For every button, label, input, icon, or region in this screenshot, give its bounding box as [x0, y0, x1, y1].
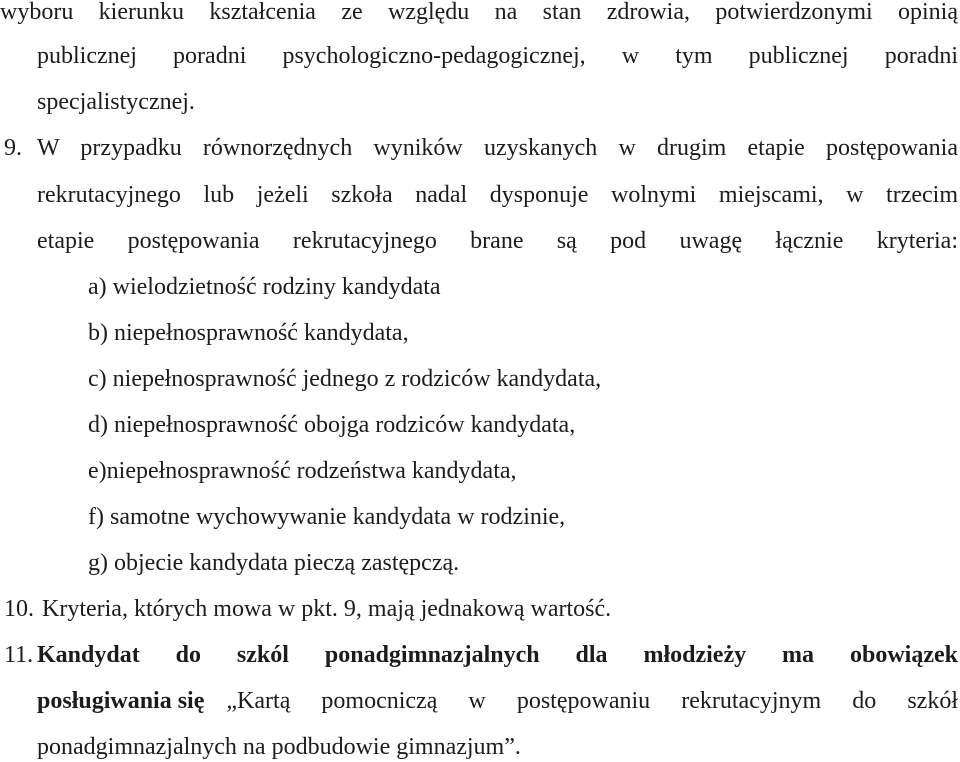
criterion-letter: g) [88, 550, 108, 576]
criterion-text: niepełnosprawność rodzeństwa kandydata, [106, 458, 517, 484]
criterion-b [88, 318, 409, 348]
item-11-number: 11. [4, 642, 34, 668]
criterion-letter: f) [88, 504, 104, 530]
intro-line-1: wyboru kierunku kształcenia ze względu na stan zdrowia, potwierdzonymi opinią [0, 0, 958, 25]
item-9-number: 9. [4, 135, 22, 161]
item-11-line-2-bold: posługiwania się [37, 688, 205, 714]
criterion-text: niepełnosprawność obojga rodziców kandydata, [114, 412, 576, 438]
intro-line-3: specjalistycznej. [37, 89, 195, 115]
criterion-d [88, 410, 575, 440]
item-9-line-1: W przypadku równorzędnych wyników uzyskanych w drugim etapie postępowania [37, 135, 958, 161]
criterion-c [88, 364, 601, 394]
criterion-f [88, 502, 565, 532]
criterion-e [88, 456, 517, 486]
item-11-line-3: ponadgimnazjalnych na podbudowie gimnazjum”. [37, 734, 521, 760]
criterion-letter: d) [88, 412, 108, 438]
item-11-line-1: Kandydat do szkól ponadgimnazjalnych dla młodzieży ma obowiązek [37, 642, 958, 668]
item-10-text: Kryteria, których mowa w pkt. 9, mają jednakową wartość. [42, 596, 612, 622]
criterion-letter: a) [88, 274, 107, 300]
item-9-line-3: etapie postępowania rekrutacyjnego brane są pod uwagę łącznie kryteria: [37, 228, 958, 254]
criterion-text: samotne wychowywanie kandydata w rodzinie, [109, 504, 566, 530]
criterion-g [88, 548, 459, 578]
item-11-line-2-rest: „Kartą pomocniczą w postępowaniu rekrutacyjnym do szkół [226, 688, 958, 714]
criterion-text: wielodzietność rodziny kandydata [112, 274, 441, 300]
item-9-line-2: rekrutacyjnego lub jeżeli szkoła nadal dysponuje wolnymi miejscami, w trzecim [37, 182, 958, 208]
intro-line-2: publicznej poradni psychologiczno-pedagogicznej, w tym publicznej poradni [37, 43, 958, 69]
criterion-letter: b) [88, 320, 108, 346]
item-11-line-2 [37, 686, 958, 716]
criterion-letter: e) [88, 458, 107, 484]
criterion-text: niepełnosprawność kandydata, [114, 320, 409, 346]
criterion-letter: c) [88, 366, 107, 392]
criterion-text: objecie kandydata pieczą zastępczą. [114, 550, 460, 576]
criterion-a [88, 272, 441, 302]
item-10-number: 10. [4, 596, 34, 622]
criterion-text: niepełnosprawność jednego z rodziców kandydata, [112, 366, 602, 392]
